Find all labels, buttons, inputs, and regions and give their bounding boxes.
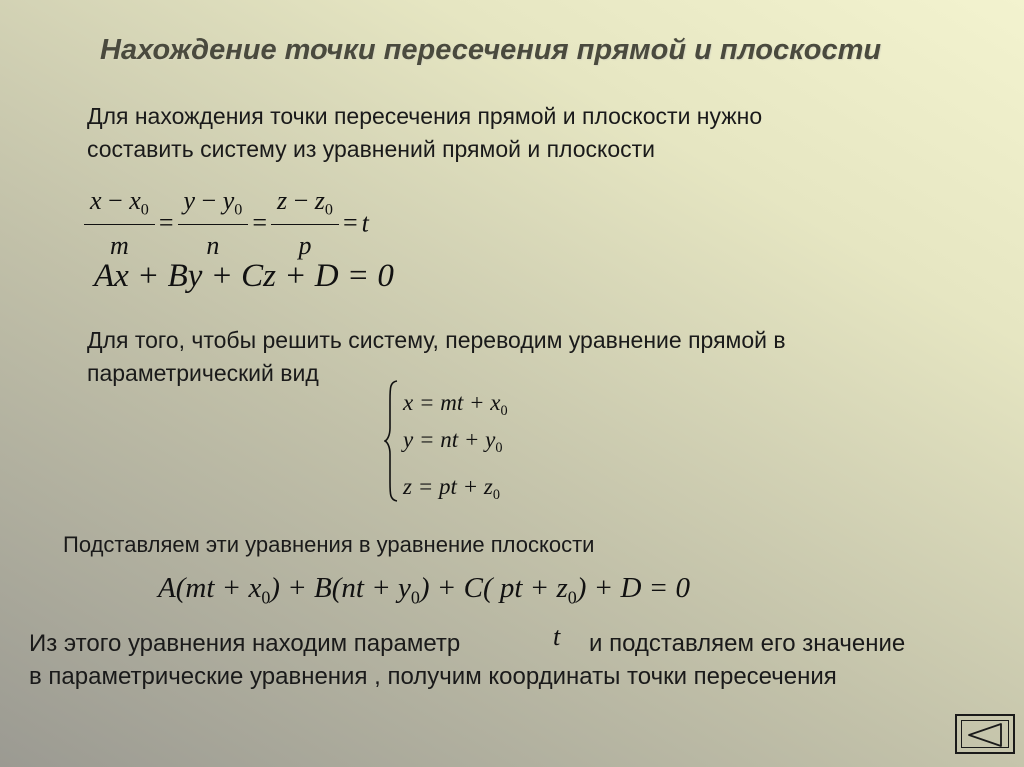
canonical-equation: $\frac{x - x_0}{m}$ = $\frac{y - y_0}{n}$ = $\frac{z - z_0}{p}$ = t [84,186,369,261]
fraction-z: $\frac{z - z_0}{p}$ [271,186,339,261]
intro-line-2: составить систему из уравнений прямой и плоскости [87,136,656,162]
back-nav-button[interactable] [955,714,1015,754]
final-param-t: t [553,622,561,651]
parametric-y: y = nt + $y_0$ [403,427,503,456]
slide-title: Нахождение точки пересечения прямой и плоскости [100,34,882,66]
triangle-left-icon [967,722,1005,748]
plane-equation: Ax + By + Cz + D = 0 [94,258,394,294]
parametric-x: x = mt + $x_0$ [403,390,508,419]
left-brace-icon [384,380,398,502]
fraction-y: $\frac{y - y_0}{n}$ [178,186,249,261]
final-text-1b: и подставляем его значение [589,630,906,657]
final-text-1a: Из этого уравнения находим параметр [29,630,461,657]
parametric-intro-line-2: параметрический вид [87,360,319,386]
final-text-line-2: в параметрические уравнения , получим координаты точки пересечения [29,663,837,690]
final-text-line-1 [29,627,460,660]
parametric-z: z = pt + $z_0$ [403,474,500,503]
intro-line-1: Для нахождения точки пересечения прямой и плоскости нужно [87,103,763,129]
fraction-x: $\frac{x - x_0}{m}$ [84,186,155,261]
parametric-intro-line-1: Для того, чтобы решить систему, переводим уравнение прямой в [87,327,786,353]
parametric-intro-text [87,324,786,390]
substitute-text: Подставляем эти уравнения в уравнение плоскости [63,532,595,557]
substituted-equation: $A(mt + x_0) + B(nt + y_0) + C$( pt + $z_0) + D = 0$ [158,572,691,608]
canonical-rhs: t [361,208,369,238]
intro-text [87,100,762,166]
